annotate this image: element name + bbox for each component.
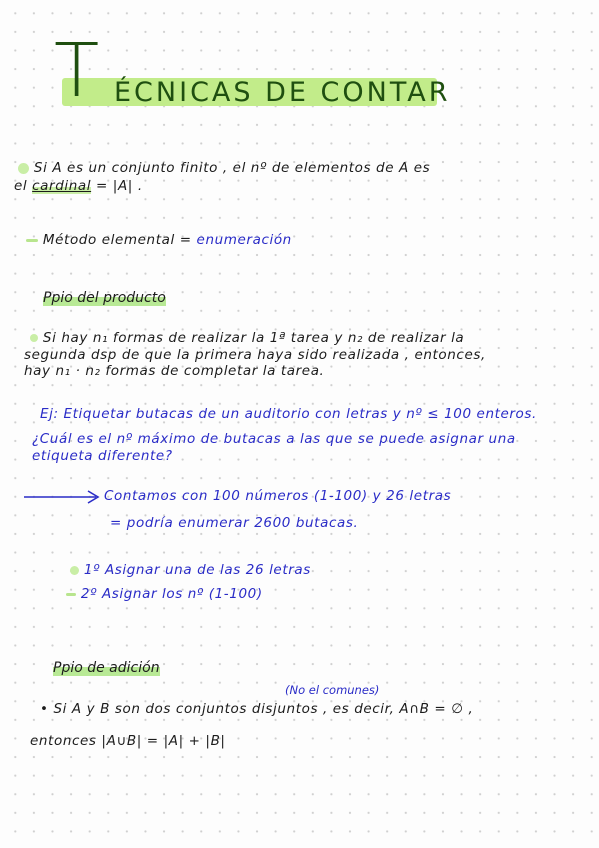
title-rest: ÉCNICAS DE CONTAR xyxy=(114,77,451,108)
ejemplo-step-1-text: 1º Asignar una de las 26 letras xyxy=(83,562,311,578)
producto-line-3: hay n₁ · n₂ formas de completar la tarea. xyxy=(24,363,325,379)
arrow-right-icon xyxy=(22,489,102,505)
intro-text-2-pre: el xyxy=(14,178,33,194)
bullet-dot-icon xyxy=(70,566,79,575)
heading-adicion xyxy=(50,660,163,676)
ejemplo-answer-1: Contamos con 100 números (1-100) y 26 letras xyxy=(104,488,452,504)
bullet-dot-icon xyxy=(18,163,29,174)
metodo-line xyxy=(26,232,292,249)
ejemplo-line-2: ¿Cuál es el nº máximo de butacas a las que se puede asignar una xyxy=(32,431,516,447)
intro-text-2-post: = |A| . xyxy=(91,178,143,194)
ejemplo-line-3: etiqueta diferente? xyxy=(32,448,173,464)
ejemplo-step-2-text: 2º Asignar los nº (1-100) xyxy=(80,586,263,602)
ejemplo-step-1 xyxy=(70,562,311,579)
ejemplo-step-2 xyxy=(66,586,263,603)
page-title xyxy=(54,28,451,114)
dash-icon xyxy=(26,239,38,242)
title-initial: T xyxy=(54,28,100,114)
intro-text-1: Si A es un conjunto finito , el nº de elementos de A es xyxy=(33,160,431,176)
metodo-value: enumeración xyxy=(196,232,292,248)
intro-term-cardinal: cardinal xyxy=(32,178,92,194)
adicion-line-2: entonces |A∪B| = |A| + |B| xyxy=(30,733,226,749)
ejemplo-answer-2: = podría enumerar 2600 butacas. xyxy=(110,515,359,531)
adicion-note: (No el comunes) xyxy=(285,683,380,697)
ejemplo-line-1: Ej: Etiquetar butacas de un auditorio con letras y nº ≤ 100 enteros. xyxy=(40,406,537,422)
producto-text-1: Si hay n₁ formas de realizar la 1ª tarea y n₂ de realizar la xyxy=(42,330,465,346)
intro-line-2 xyxy=(14,178,143,195)
dash-icon xyxy=(66,593,76,596)
adicion-line-1: • Si A y B son dos conjuntos disjuntos , es decir, A∩B = ∅ , xyxy=(40,701,474,717)
producto-line-1 xyxy=(30,330,464,347)
intro-line-1 xyxy=(18,160,430,177)
heading-producto xyxy=(40,290,169,306)
bullet-dot-icon xyxy=(30,334,38,342)
heading-producto-text: Ppio del producto xyxy=(43,290,166,306)
heading-adicion-text: Ppio de adición xyxy=(53,660,160,676)
metodo-label: Método elemental = xyxy=(42,232,192,248)
producto-line-2: segunda dsp de que la primera haya sido realizada , entonces, xyxy=(24,347,486,363)
